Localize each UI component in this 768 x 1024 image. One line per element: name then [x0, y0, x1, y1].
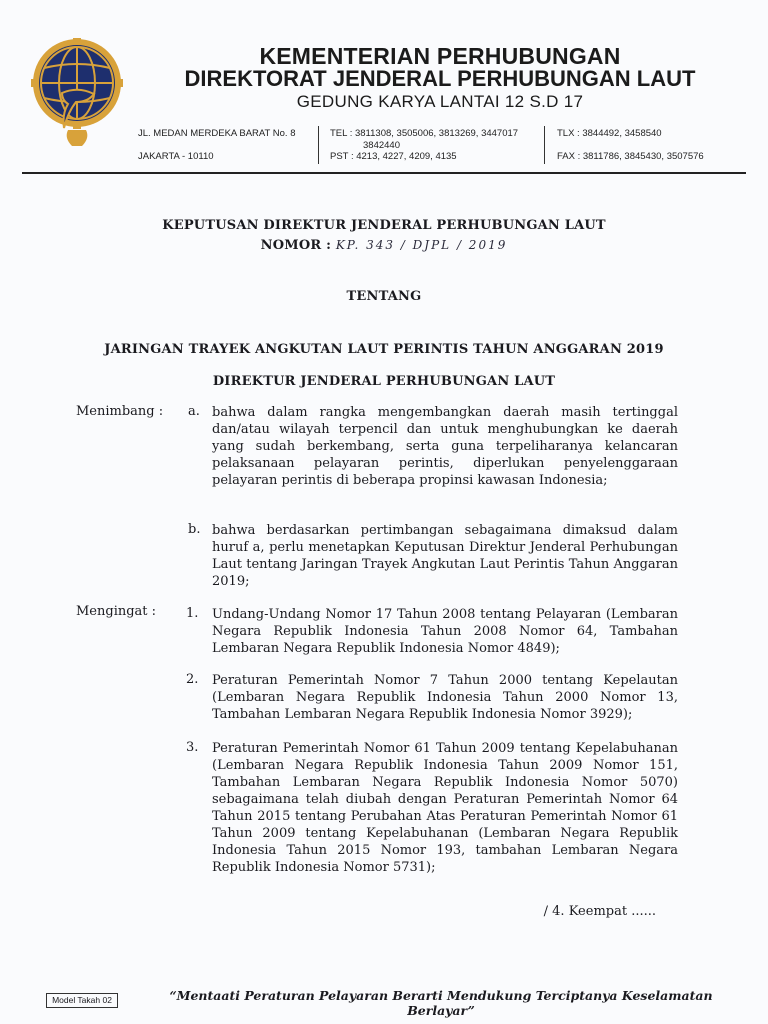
address-city: JAKARTA - 10110: [138, 151, 214, 162]
ministry-name: KEMENTERIAN PERHUBUNGAN: [259, 43, 621, 69]
continuation-note: / 4. Keempat ......: [543, 904, 656, 919]
model-label: Model Takah 02: [46, 993, 118, 1008]
gear-emblem-icon: [31, 38, 123, 146]
mengingat-item-1: Undang-Undang Nomor 17 Tahun 2008 tentang Pelayaran (Lembaran Negara Republik Indonesia Tahun 2008 Nomor 64, Tambahan Lembaran Negara Republik Indonesia Nomor 4849);: [212, 607, 678, 656]
menimbang-item-b: bahwa berdasarkan pertimbangan sebagaimana dimaksud dalam huruf a, perlu menetapkan Keputusan Direktur Jenderal Perhubungan Laut tentang Jaringan Trayek Angkutan Laut Perintis Tahun Anggaran 2019;: [212, 523, 678, 589]
item-marker: b.: [188, 522, 201, 537]
number-value: KP. 343 / DJPL / 2019: [335, 238, 508, 252]
issuer: DIREKTUR JENDERAL PERHUBUNGAN LAUT: [212, 374, 556, 389]
motto: “Mentaati Peraturan Pelayaran Berarti Mendukung Terciptanya Keselamatan Berlayar”: [169, 988, 713, 1018]
menimbang-item-a: bahwa dalam rangka mengembangkan daerah masih tertinggal dan/atau wilayah terpencil dan untuk menghubungkan ke daerah yang sudah berkembang, serta guna terpeliharanya kelancaran pelaksanaan pelayaran perintis, diperlukan penyelenggaraan pelayaran perintis di beberapa propinsi kawasan Indonesia;: [212, 405, 678, 488]
item-marker: a.: [188, 404, 200, 419]
divider: [318, 126, 319, 164]
decree-title: KEPUTUSAN DIREKTUR JENDERAL PERHUBUNGAN LAUT: [162, 218, 606, 233]
fax: FAX : 3811786, 3845430, 3507576: [557, 151, 704, 162]
item-marker: 1.: [186, 606, 199, 621]
directorate-name: DIREKTORAT JENDERAL PERHUBUNGAN LAUT: [184, 66, 696, 91]
address-street: JL. MEDAN MERDEKA BARAT No. 8: [138, 128, 296, 139]
number-label: NOMOR :: [260, 238, 332, 253]
building-name: GEDUNG KARYA LANTAI 12 S.D 17: [296, 92, 584, 111]
menimbang-label: Menimbang :: [76, 404, 164, 419]
mengingat-item-2: Peraturan Pemerintah Nomor 7 Tahun 2000 tentang Kepelautan (Lembaran Negara Republik Indonesia Tahun 2000 Nomor 13, Tambahan Lembaran Negara Republik Indonesia Nomor 3929);: [212, 673, 678, 722]
header-rule: [22, 172, 746, 174]
item-marker: 3.: [186, 740, 199, 755]
telex: TLX : 3844492, 3458540: [557, 128, 662, 139]
item-marker: 2.: [186, 672, 199, 687]
decree-number: [0, 238, 768, 253]
about-label: TENTANG: [346, 289, 422, 304]
mengingat-label: Mengingat :: [76, 604, 157, 619]
pst-number: PST : 4213, 4227, 4209, 4135: [330, 151, 457, 162]
decree-subject: JARINGAN TRAYEK ANGKUTAN LAUT PERINTIS TAHUN ANGGARAN 2019: [104, 342, 664, 357]
divider: [544, 126, 545, 164]
mengingat-item-3: Peraturan Pemerintah Nomor 61 Tahun 2009 tentang Kepelabuhanan (Lembaran Negara Republik Indonesia Tahun 2009 Nomor 151, Tambahan Lembaran Negara Republik Indonesia Nomor 5070) sebagaimana telah diubah dengan Peraturan Pemerintah Nomor 64 Tahun 2015 tentang Perubahan Atas Peraturan Pemerintah Nomor 61 Tahun 2009 tentang Kepelabuhanan (Lembaran Negara Republik Indonesia Tahun 2015 Nomor 193, tambahan Lembaran Negara Republik Indonesia Nomor 5731);: [212, 741, 678, 875]
telephone-cont: 3842440: [363, 140, 400, 151]
telephone: TEL : 3811308, 3505006, 3813269, 3447017: [330, 128, 519, 139]
